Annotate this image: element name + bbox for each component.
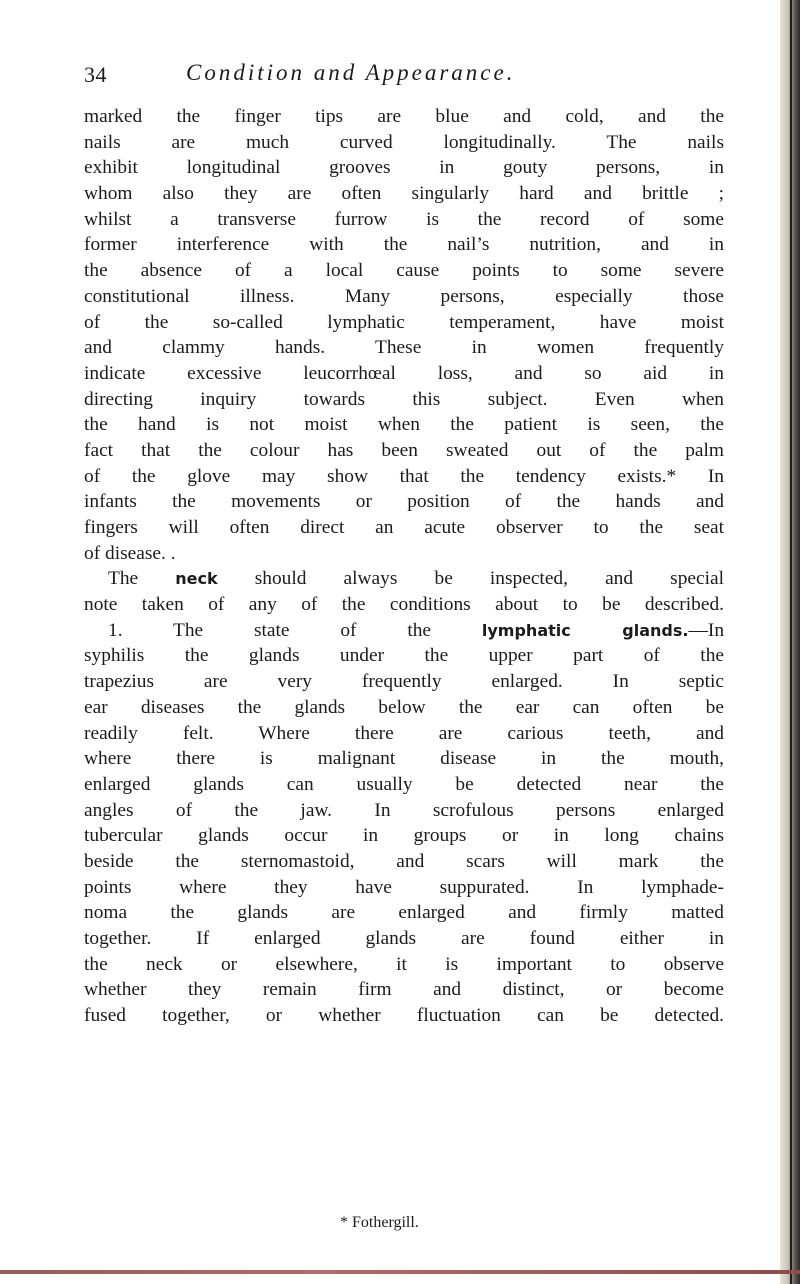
text-line: directing inquiry towards this subject. Even when (84, 388, 724, 410)
text-run: The (108, 568, 139, 590)
page-number: 34 (84, 62, 107, 87)
bold-term-lymphatic-glands: lymphatic glands. (481, 620, 689, 640)
text-line: whom also they are often singularly hard and brittle ; (84, 183, 724, 205)
text-line: syphilis the glands under the upper part of the (84, 645, 724, 667)
bottom-edge-rule (0, 1270, 800, 1274)
footnote: * Fothergill. (340, 1214, 419, 1231)
text-line: note taken of any of the conditions about to be described. (84, 594, 724, 616)
glands-paragraph-line (84, 618, 724, 644)
body-text (84, 104, 724, 1029)
bold-term-neck: neck (175, 569, 218, 589)
text-line: of the so-called lymphatic temperament, have moist (84, 311, 724, 333)
text-line: where there is malignant disease in the mouth, (84, 748, 724, 770)
text-line: infants the movements or position of the hands and (84, 491, 724, 513)
text-line: the neck or elsewhere, it is important to observe (84, 953, 724, 975)
text-line: points where they have suppurated. In lymphade- (84, 876, 724, 898)
text-line: ear diseases the glands below the ear can often be (84, 696, 724, 718)
text-line: marked the finger tips are blue and cold, and the (84, 106, 724, 127)
text-line: the hand is not moist when the patient is seen, the (84, 414, 724, 436)
text-run: should always be inspected, and special (254, 568, 724, 590)
neck-paragraph-line (84, 566, 724, 592)
text-line: fact that the colour has been sweated out of the palm (84, 439, 724, 461)
text-line: and clammy hands. These in women frequently (84, 337, 724, 359)
text-line: nails are much curved longitudinally. The nails (84, 131, 724, 153)
text-line: the absence of a local cause points to some severe (84, 260, 724, 282)
running-head: Condition and Appearance. (186, 60, 516, 85)
text-line: tubercular glands occur in groups or in long chains (84, 825, 724, 847)
text-line: trapezius are very frequently enlarged. In septic (84, 671, 724, 693)
text-run: —In (688, 619, 725, 641)
text-line: of the glove may show that the tendency exists.* In (84, 465, 724, 487)
text-line: former interference with the nail’s nutrition, and in (84, 234, 724, 256)
text-line: enlarged glands can usually be detected near the (84, 773, 724, 795)
page-edge-line (790, 0, 792, 1284)
page-header (84, 60, 724, 94)
text-line: together. If enlarged glands are found either in (84, 928, 724, 949)
text-line: readily felt. Where there are carious teeth, and (84, 722, 724, 744)
text-line: angles of the jaw. In scrofulous persons enlarged (84, 799, 724, 821)
text-line: fused together, or whether fluctuation can be detected. (84, 1005, 724, 1027)
text-line: of disease. . (84, 542, 176, 564)
text-line: exhibit longitudinal grooves in gouty persons, in (84, 157, 724, 179)
text-line: constitutional illness. Many persons, especially those (84, 285, 724, 307)
text-line: noma the glands are enlarged and firmly matted (84, 902, 724, 924)
text-run: 1. The state of the (108, 619, 432, 641)
text-line: indicate excessive leucorrhœal loss, and so aid in (84, 362, 724, 384)
text-line: whether they remain firm and distinct, or become (84, 979, 724, 1001)
text-line: whilst a transverse furrow is the record of some (84, 208, 724, 230)
text-line: fingers will often direct an acute observer to the seat (84, 517, 724, 538)
text-line: beside the sternomastoid, and scars will mark the (84, 850, 724, 872)
